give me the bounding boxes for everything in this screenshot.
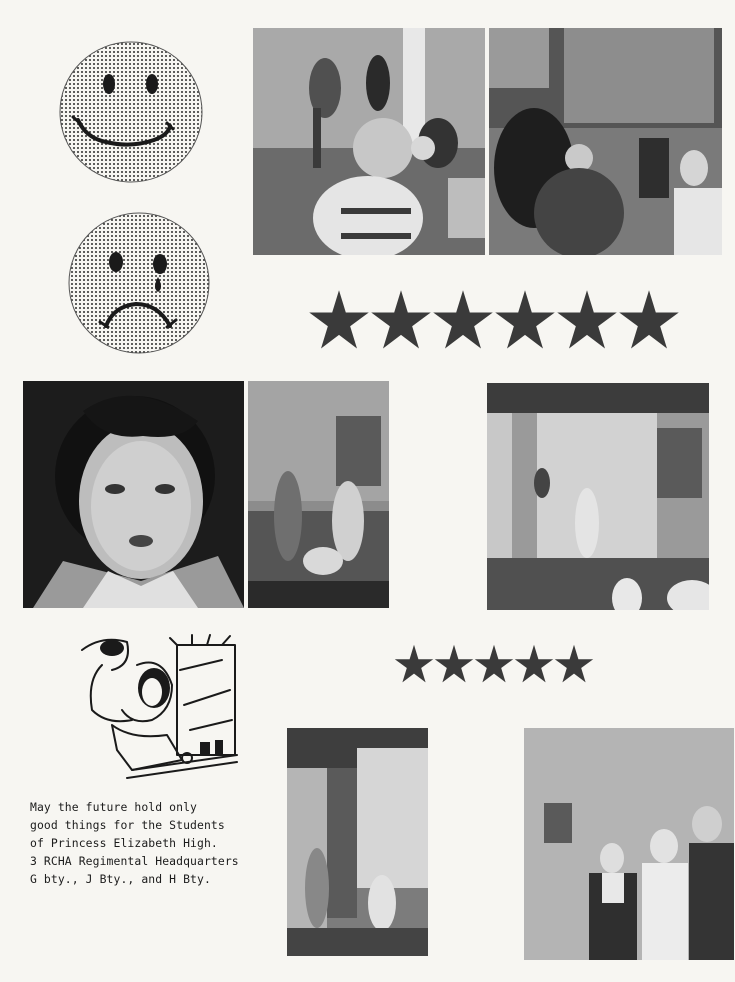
star-icon	[308, 284, 370, 356]
star-row-bottom	[394, 640, 594, 688]
photo-costume-group	[489, 28, 722, 255]
star-icon	[554, 640, 594, 688]
star-icon	[370, 284, 432, 356]
star-row-top	[308, 284, 680, 356]
dedication-caption	[30, 798, 280, 888]
star-icon	[474, 640, 514, 688]
star-icon	[618, 284, 680, 356]
smiley-sad-icon	[66, 210, 212, 356]
caption-line: G bty., J Bty., and H Bty.	[30, 872, 211, 886]
star-icon	[432, 284, 494, 356]
caption-line: good things for the Students	[30, 818, 225, 832]
photo-portrait-closeup	[23, 381, 244, 608]
photo-classroom-skit	[253, 28, 485, 255]
star-icon	[556, 284, 618, 356]
photo-three-students	[524, 728, 734, 960]
star-icon	[394, 640, 434, 688]
caption-line: of Princess Elizabeth High.	[30, 836, 218, 850]
star-icon	[434, 640, 474, 688]
photo-stage-dancers	[248, 381, 389, 608]
star-icon	[494, 284, 556, 356]
photo-backstage	[287, 728, 428, 956]
caption-line: May the future hold only	[30, 800, 197, 814]
smiley-happy-icon	[56, 38, 206, 186]
caption-line: 3 RCHA Regimental Headquarters	[30, 854, 239, 868]
star-icon	[514, 640, 554, 688]
photo-stage-play	[487, 383, 709, 610]
makeup-mirror-cartoon	[72, 630, 242, 785]
